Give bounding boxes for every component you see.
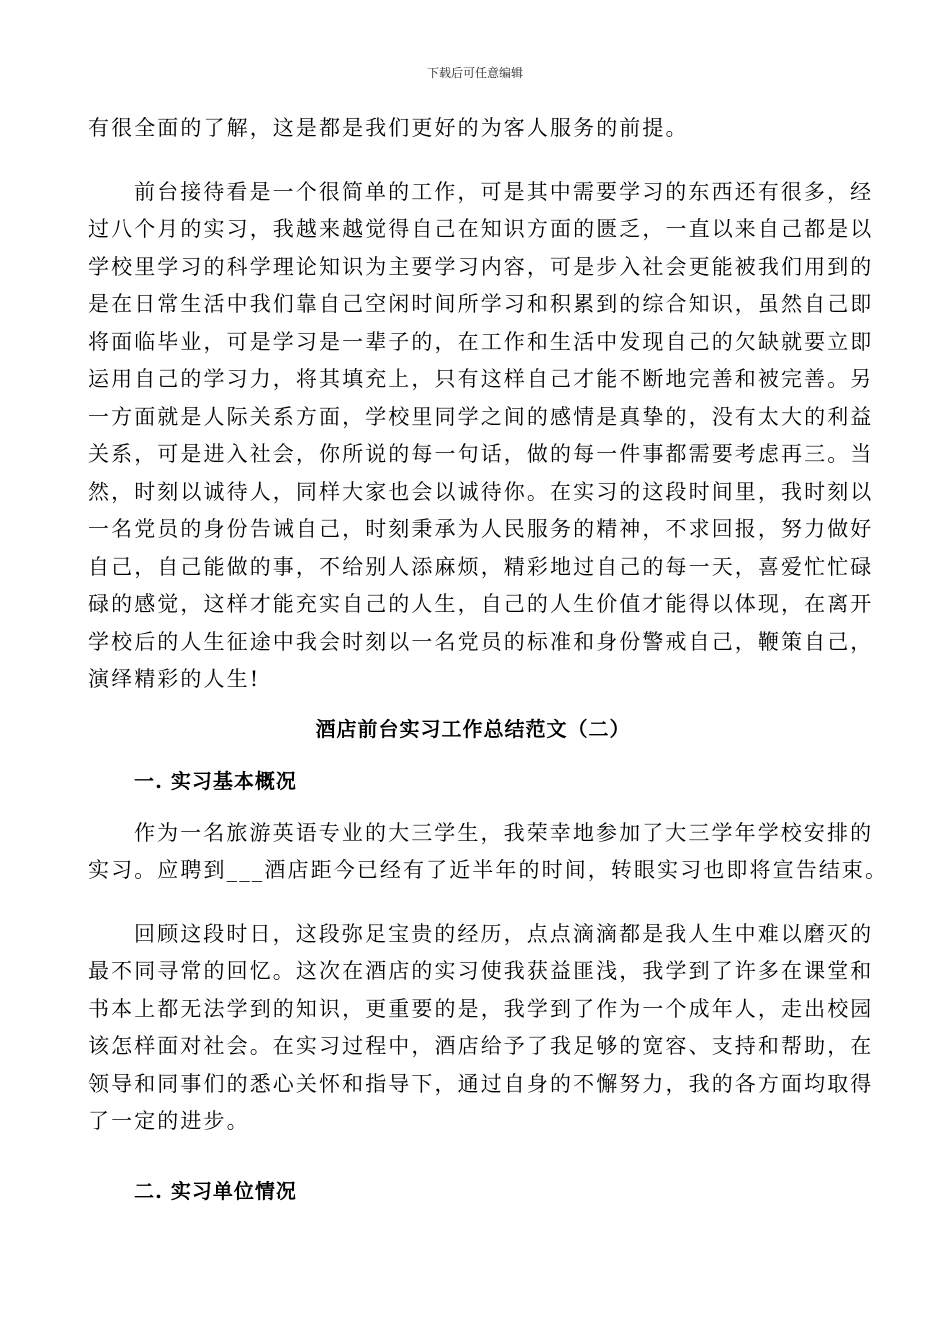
text-line: 最不同寻常的回忆。这次在酒店的实习使我获益匪浅，我学到了许多在课堂和 [88, 959, 874, 983]
section-heading-unit: 二. 实习单位情况 [134, 1178, 297, 1203]
document-body [88, 110, 889, 1211]
text-line: 作为一名旅游英语专业的大三学生，我荣幸地参加了大三学年学校安排的 [134, 820, 874, 845]
section-heading-overview: 一. 实习基本概况 [134, 768, 297, 793]
text-line: 学校后的人生征途中我会时刻以一名党员的标准和身份警戒自己，鞭策自己， [88, 629, 874, 654]
text-line: 自己，自己能做的事，不给别人添麻烦，精彩地过自己的每一天，喜爱忙忙碌 [88, 554, 874, 579]
page-header: 下载后可任意编辑 [426, 66, 523, 80]
text-line: 该怎样面对社会。在实习过程中，酒店给予了我足够的宽容、支持和帮助，在 [88, 1034, 874, 1058]
text-line: 实习。应聘到___酒店距今已经有了近半年的时间，转眼实习也即将宣告结束。 [88, 858, 889, 882]
text-line: 了一定的进步。 [88, 1109, 250, 1133]
text-line: 学校里学习的科学理论知识为主要学习内容，可是步入社会更能被我们用到的 [88, 254, 874, 279]
paragraph-intro [88, 815, 889, 890]
paragraph-front-desk-reflection [88, 174, 874, 699]
text-line: 然，时刻以诚待人，同样大家也会以诚待你。在实习的这段时间里，我时刻以 [88, 479, 874, 504]
text-line: 碌的感觉，这样才能充实自己的人生，自己的人生价值才能得以体现，在离开 [88, 592, 874, 616]
text-line: 关系，可是进入社会，你所说的每一句话，做的每一件事都需要考虑再三。当 [88, 442, 874, 466]
text-line: 书本上都无法学到的知识，更重要的是，我学到了作为一个成年人，走出校园 [88, 996, 874, 1021]
paragraph-review [88, 916, 874, 1141]
text-line: 一方面就是人际关系方面，学校里同学之间的感情是真挚的，没有太大的利益 [88, 404, 874, 429]
text-line: 过八个月的实习，我越来越觉得自己在知识方面的匮乏，一直以来自己都是以 [88, 217, 874, 241]
section-title: 酒店前台实习工作总结范文（二） [315, 716, 631, 741]
text-line: 将面临毕业，可是学习是一辈子的，在工作和生活中发现自己的欠缺就要立即 [88, 329, 874, 354]
text-line: 是在日常生活中我们靠自己空闲时间所学习和积累到的综合知识，虽然自己即 [88, 292, 874, 316]
text-line: 运用自己的学习力，将其填充上，只有这样自己才能不断地完善和被完善。另 [88, 367, 874, 391]
text-line: 有很全面的了解，这是都是我们更好的为客人服务的前提。 [88, 116, 689, 140]
text-line: 演绎精彩的人生! [88, 667, 261, 691]
text-line: 一名党员的身份告诫自己，时刻秉承为人民服务的精神，不求回报，努力做好 [88, 517, 874, 541]
text-line: 回顾这段时日，这段弥足宝贵的经历，点点滴滴都是我人生中难以磨灭的 [134, 921, 874, 946]
paragraph-continuation [88, 110, 858, 148]
text-line: 领导和同事们的悉心关怀和指导下，通过自身的不懈努力，我的各方面均取得 [88, 1071, 874, 1096]
text-line: 前台接待看是一个很简单的工作，可是其中需要学习的东西还有很多，经 [134, 179, 874, 204]
